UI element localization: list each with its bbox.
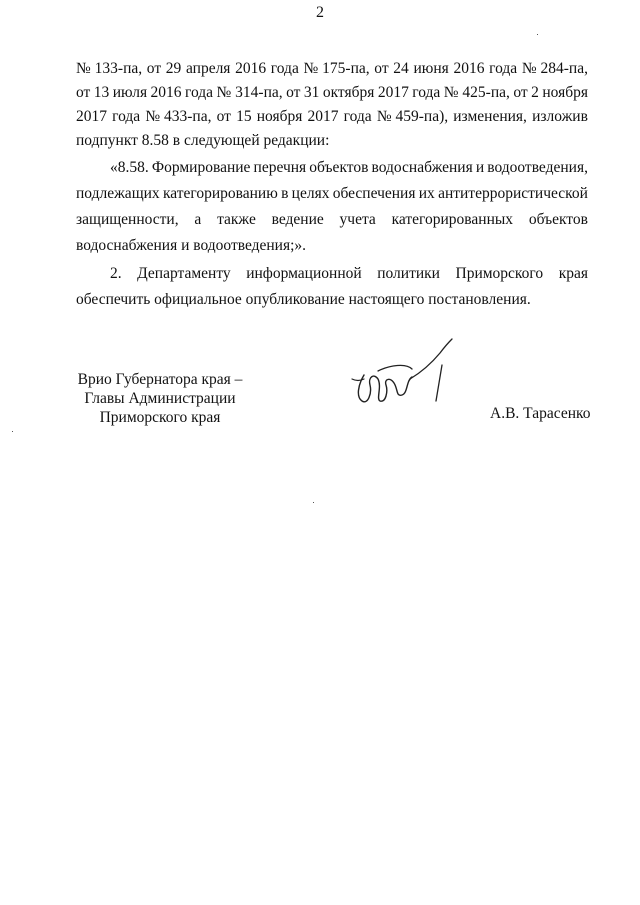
word: 15 bbox=[236, 108, 252, 125]
word: 31 bbox=[303, 84, 320, 101]
paragraph-1-line-2 bbox=[76, 83, 588, 103]
word: ведение bbox=[271, 211, 324, 228]
word: 2016 bbox=[235, 60, 267, 77]
word: «8.58. bbox=[110, 159, 149, 176]
word: категорированных bbox=[391, 211, 514, 228]
word: в bbox=[281, 185, 289, 202]
word: информационной bbox=[246, 265, 362, 282]
word: Приморского bbox=[455, 265, 544, 282]
word: года bbox=[343, 108, 372, 125]
word: года bbox=[489, 60, 518, 77]
word: от bbox=[286, 84, 301, 101]
word: 13 bbox=[93, 84, 110, 101]
word: также bbox=[217, 211, 256, 228]
word: от bbox=[513, 84, 528, 101]
word: № 425-па, bbox=[443, 84, 510, 101]
word: и bbox=[475, 159, 485, 176]
word: № 433-па, bbox=[145, 108, 212, 125]
word: политики bbox=[377, 265, 440, 282]
word: 29 bbox=[165, 60, 182, 77]
word: объектов bbox=[309, 159, 369, 176]
scan-artifact bbox=[12, 431, 13, 432]
word: ноября bbox=[542, 84, 588, 101]
scan-artifact bbox=[537, 34, 538, 35]
signatory-title-line-2: Главы Администрации bbox=[84, 390, 236, 407]
word: 24 bbox=[393, 60, 409, 77]
paragraph-3-line-1 bbox=[110, 264, 588, 284]
word: водоотведения, bbox=[487, 159, 588, 176]
word: ноября bbox=[256, 108, 303, 125]
word: антитеррористической bbox=[438, 185, 588, 202]
signatory-title-line-1: Врио Губернатора края – bbox=[77, 371, 243, 388]
word: года bbox=[185, 84, 214, 101]
word: Формирование bbox=[151, 159, 251, 176]
page-number: 2 bbox=[316, 4, 324, 21]
paragraph-2-line-1 bbox=[110, 158, 588, 178]
paragraph-2-line-3 bbox=[76, 210, 588, 230]
paragraph-1-line-4: подпункт 8.58 в следующей редакции: bbox=[76, 132, 330, 149]
word: октября bbox=[322, 84, 375, 101]
word: а bbox=[194, 211, 202, 228]
word: апреля bbox=[185, 60, 231, 77]
word: изменения, bbox=[453, 108, 527, 125]
word: учета bbox=[339, 211, 376, 228]
word: 2016 bbox=[150, 84, 182, 101]
word: от bbox=[374, 60, 389, 77]
word: 2017 bbox=[76, 108, 107, 125]
word: их bbox=[418, 185, 435, 202]
word: № 284-па, bbox=[521, 60, 588, 77]
word: объектов bbox=[528, 211, 588, 228]
word: июля bbox=[112, 84, 148, 101]
word: подлежащих bbox=[76, 185, 160, 202]
signatory-title bbox=[60, 370, 260, 427]
word: 2017 bbox=[307, 108, 339, 125]
paragraph-2-line-4: водоснабжения и водоотведения;». bbox=[76, 237, 307, 254]
paragraph-1-line-3 bbox=[76, 107, 588, 127]
word: года bbox=[270, 60, 299, 77]
word: от bbox=[76, 84, 91, 101]
word: перечня bbox=[253, 159, 307, 176]
word: защищенности, bbox=[76, 211, 179, 228]
paragraph-1-line-1 bbox=[76, 59, 588, 79]
word: целях bbox=[291, 185, 330, 202]
word: № 133-па, bbox=[76, 60, 143, 77]
word: Департаменту bbox=[137, 265, 231, 282]
word: от bbox=[216, 108, 231, 125]
paragraph-3-line-2: обеспечить официальное опубликование настоящего постановления. bbox=[76, 291, 531, 308]
word: 2. bbox=[110, 265, 122, 282]
signatory-title-line-3: Приморского края bbox=[99, 409, 221, 426]
scan-artifact bbox=[313, 502, 314, 503]
word: водоснабжения bbox=[371, 159, 473, 176]
word: № 314-па, bbox=[216, 84, 283, 101]
word: года bbox=[112, 108, 141, 125]
word: от bbox=[146, 60, 162, 77]
word: 2016 bbox=[453, 60, 485, 77]
word: № 175-па, bbox=[303, 60, 370, 77]
word: 2 bbox=[531, 84, 539, 101]
handwritten-signature bbox=[350, 335, 460, 415]
signatory-name: А.В. Тарасенко bbox=[490, 405, 591, 422]
word: № 459-па), bbox=[376, 108, 449, 125]
word: категорированию bbox=[162, 185, 278, 202]
word: изложив bbox=[532, 108, 588, 125]
paragraph-2-line-2 bbox=[76, 184, 588, 204]
word: июня bbox=[413, 60, 449, 77]
word: года bbox=[412, 84, 441, 101]
word: обеспечения bbox=[332, 185, 416, 202]
word: края bbox=[558, 265, 588, 282]
word: 2017 bbox=[377, 84, 409, 101]
